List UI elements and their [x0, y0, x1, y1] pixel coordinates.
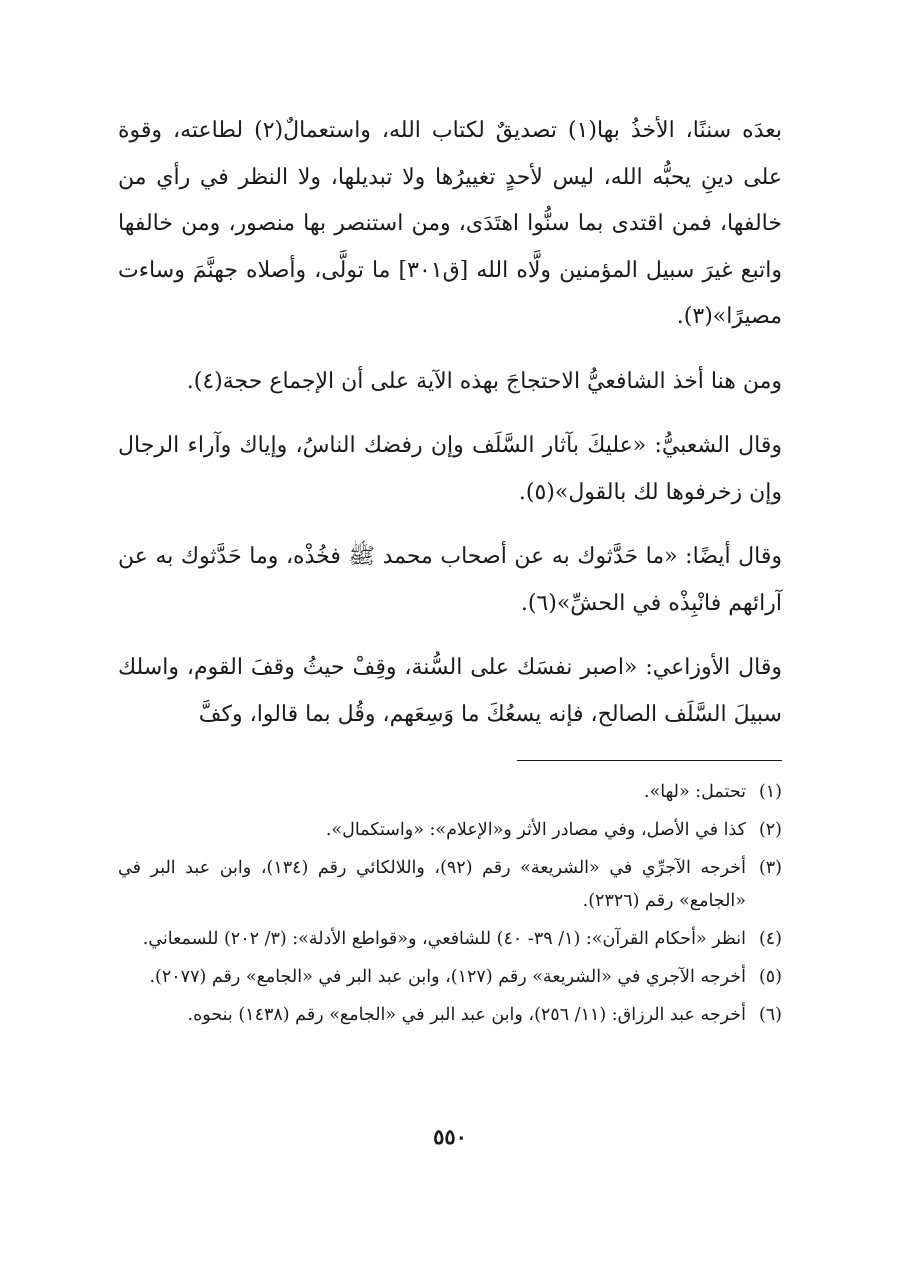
footnote-text: أخرجه الآجري في «الشريعة» رقم (١٢٧)، وابن عبد البر في «الجامع» رقم (٢٠٧٧).: [149, 967, 746, 987]
footnote-number: (٦): [758, 1005, 782, 1025]
main-text: [118, 108, 782, 748]
paragraph: ومن هنا أخذ الشافعيُّ الاحتجاجَ بهذه الآية على أن الإجماع حجة(٤).: [186, 368, 782, 394]
footnote-text: أخرجه الآجرِّي في «الشريعة» رقم (٩٢)، واللالكائي رقم (١٣٤)، وابن عبد البر في «الجامع» رقم (٢٣٢٦).: [118, 858, 746, 911]
paragraph: بعدَه سننًا، الأخذُ بها(١) تصديقٌ لكتاب الله، واستعمالٌ(٢) لطاعته، وقوة على دينِ يحبُّه الله، ليس لأحدٍ تغييرُها ولا تبديلها، ولا النظر في رأي من خالفها، فمن اقتدى بما سنُّوا اهتَدَى، ومن استنصر بها منصور، ومن خالفها واتبع غيرَ سبيل المؤمنين ولَّاه الله [ق٣٠١] ما تولَّى، وأصلاه جهنَّمَ وساءت مصيرًا»(٣).: [118, 118, 782, 329]
footnote-text: كذا في الأصل، وفي مصادر الأثر و«الإعلام»: «واستكمال».: [325, 820, 746, 840]
page-number: ٥٥٠: [433, 1124, 467, 1149]
paragraph: وقال الأوزاعي: «اصبر نفسَك على السُّنة، وقِفْ حيثُ وقفَ القوم، واسلك سبيلَ السَّلَف الصالح، فإنه يسعُكَ ما وَسِعَهم، وقُل بما قالوا، وكفَّ: [118, 655, 782, 727]
footnote-text: أخرجه عبد الرزاق: (١١/ ٢٥٦)، وابن عبد البر في «الجامع» رقم (١٤٣٨) بنحوه.: [187, 1005, 746, 1025]
footnote-number: (٣): [758, 858, 782, 878]
footnote-text: انظر «أحكام القرآن»: (١/ ٣٩- ٤٠) للشافعي، و«قواطع الأدلة»: (٣/ ٢٠٢) للسمعاني.: [142, 929, 746, 949]
footnote-text: تحتمل: «لها».: [644, 782, 746, 802]
footnote: [118, 923, 782, 956]
footnotes: [118, 776, 782, 1037]
paragraph: وقال أيضًا: «ما حَدَّثوك به عن أصحاب محمد ﷺ فخُذْه، وما حَدَّثوك به عن آرائهم فانْبِذْه في الحشِّ»(٦).: [118, 544, 782, 616]
footnote: [118, 776, 782, 809]
footnote: [118, 961, 782, 994]
footnote-number: (١): [758, 782, 782, 802]
footnote-number: (٥): [758, 967, 782, 987]
paragraph: وقال الشعبيُّ: «عليكَ بآثار السَّلَف وإن رفضك الناسُ، وإياك وآراء الرجال وإن زخرفوها لك بالقول»(٥).: [118, 433, 782, 505]
footnote: [118, 852, 782, 918]
footnote-separator: [517, 760, 782, 761]
footnote-number: (٢): [758, 820, 782, 840]
footnote: [118, 814, 782, 847]
footnote-number: (٤): [758, 929, 782, 949]
footnote: [118, 999, 782, 1032]
